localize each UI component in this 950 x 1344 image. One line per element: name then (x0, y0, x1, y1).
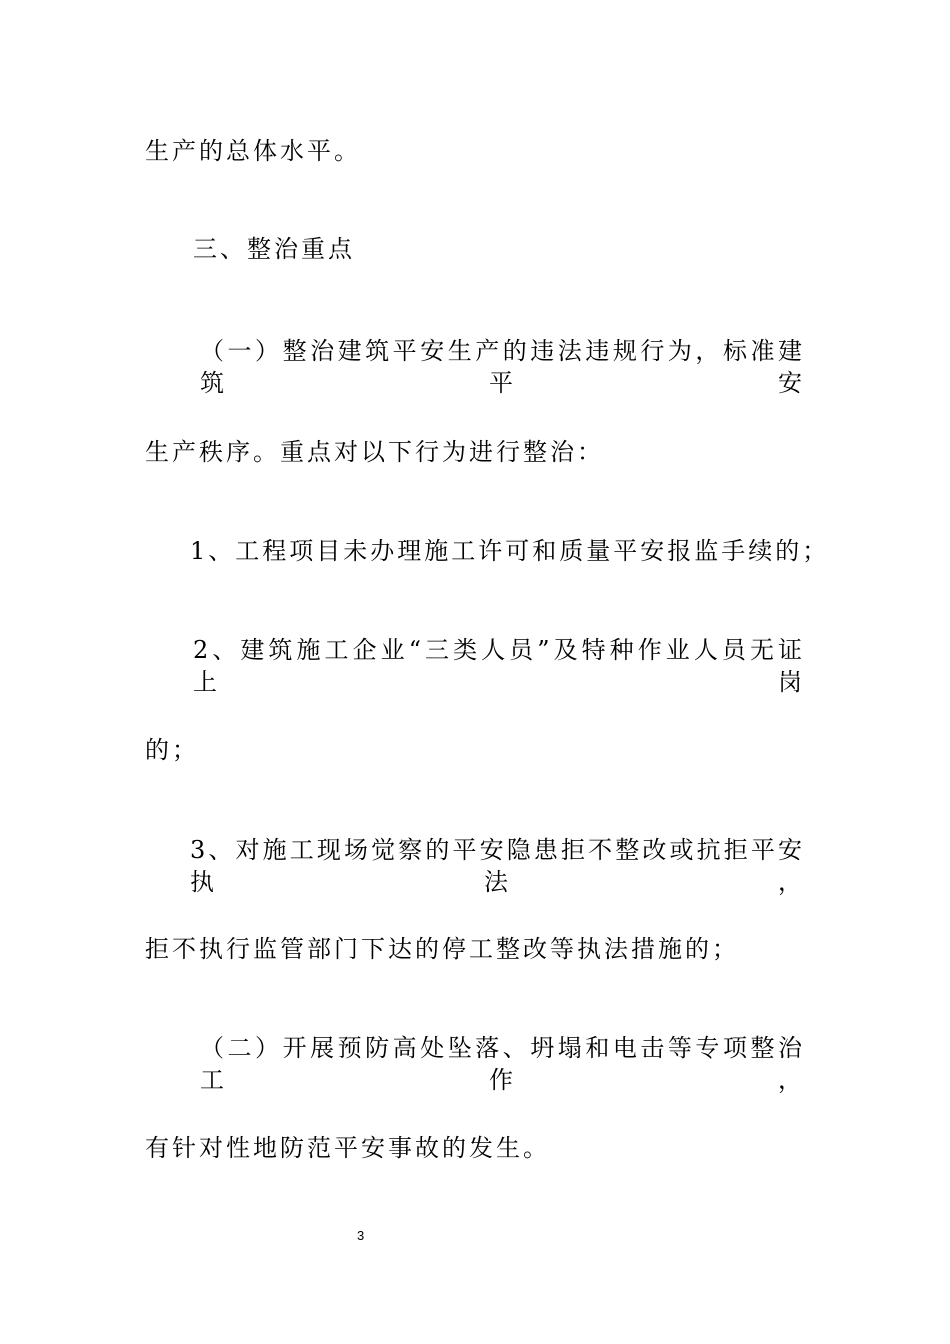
subsection-heading: （二）开展预防高处坠落、坍塌和电击等专项整治工作， (200, 1034, 805, 1094)
page-number: 3 (357, 1228, 365, 1243)
paragraph-line: 生产秩序。重点对以下行为进行整治： (145, 438, 604, 466)
paragraph-line: 的； (145, 736, 199, 764)
paragraph-line: 有针对性地防范平安事故的发生。 (145, 1134, 550, 1162)
section-heading: 三、整治重点 (193, 235, 355, 263)
list-item: 3、对施工现场觉察的平安隐患拒不整改或抗拒平安执法， (190, 836, 805, 896)
paragraph-line: 拒不执行监管部门下达的停工整改等执法措施的； (145, 935, 739, 963)
subsection-heading: （一）整治建筑平安生产的违法违规行为，标准建筑平安 (200, 337, 805, 397)
list-item: 1、工程项目未办理施工许可和质量平安报监手续的； (190, 537, 830, 565)
paragraph-line: 生产的总体水平。 (145, 137, 361, 165)
list-item: 2、建筑施工企业“三类人员”及特种作业人员无证上岗 (193, 636, 805, 696)
